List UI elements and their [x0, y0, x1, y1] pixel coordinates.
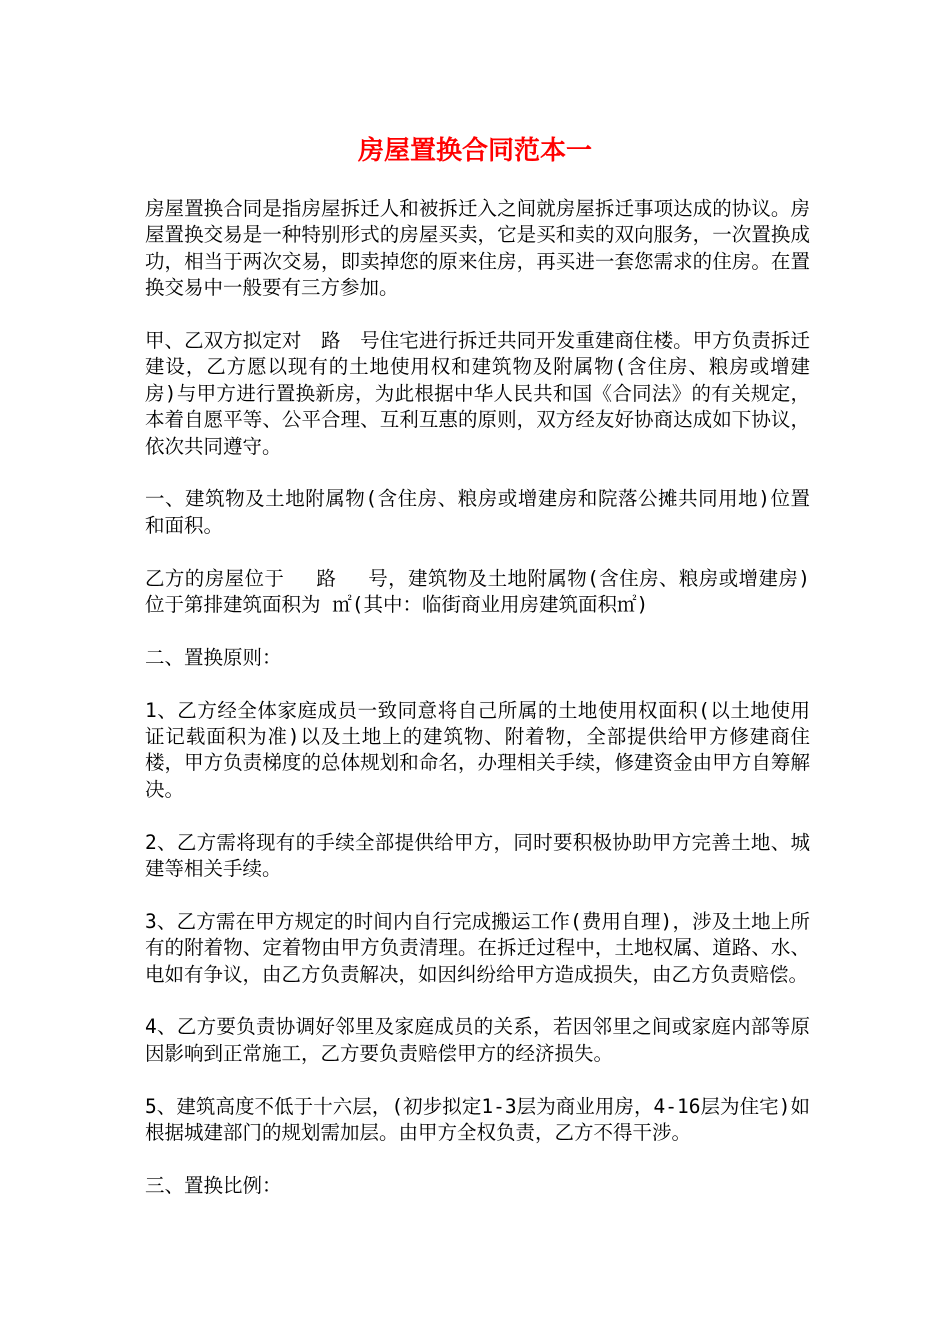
document-title: 房屋置换合同范本一: [357, 136, 592, 166]
section-heading-1: 一、建筑物及土地附属物(含住房、粮房或增建房和院落公摊共同用地)位置和面积。: [145, 487, 810, 537]
paragraph-preamble: 甲、乙双方拟定对 路 号住宅进行拆迁共同开发重建商住楼。甲方负责拆迁建设，乙方愿以现有的土地使用权和建筑物及附属物(含住房、粮房或增建房)与甲方进行置换新房，为此根据中华人民共和国《合同法》的有关规定，本着自愿平等、公平合理、互利互惠的原则，双方经友好协商达成如下协议，依次共同遵守。: [145, 329, 810, 458]
section-heading-3: 三、置换比例：: [145, 1173, 282, 1197]
section-heading-2: 二、置换原则：: [145, 645, 282, 669]
clause-3: 3、乙方需在甲方规定的时间内自行完成搬运工作(费用自理)，涉及土地上所有的附着物、定着物由甲方负责清理。在拆迁过程中，土地权属、道路、水、电如有争议，由乙方负责解决，如因纠纷给甲方造成损失，由乙方负责赔偿。: [145, 909, 810, 986]
paragraph-intro: 房屋置换合同是指房屋拆迁人和被拆迁入之间就房屋拆迁事项达成的协议。房屋置换交易是一种特别形式的房屋买卖，它是买和卖的双向服务，一次置换成功，相当于两次交易，即卖掉您的原来住房，再买进一套您需求的住房。在置换交易中一般要有三方参加。: [145, 197, 810, 300]
clause-5: 5、建筑高度不低于十六层，(初步拟定1-3层为商业用房，4-16层为住宅)如根据城建部门的规划需加层。由甲方全权负责，乙方不得干涉。: [145, 1094, 810, 1145]
clause-1: 1、乙方经全体家庭成员一致同意将自己所属的土地使用权面积(以土地使用证记载面积为准)以及土地上的建筑物、附着物，全部提供给甲方修建商住楼，甲方负责梯度的总体规划和命名，办理相关手续，修建资金由甲方自筹解决。: [145, 698, 810, 801]
clause-2: 2、乙方需将现有的手续全部提供给甲方，同时要积极协助甲方完善土地、城建等相关手续。: [145, 830, 810, 881]
clause-4: 4、乙方要负责协调好邻里及家庭成员的关系，若因邻里之间或家庭内部等原因影响到正常施工，乙方要负责赔偿甲方的经济损失。: [145, 1015, 810, 1065]
paragraph-location: 乙方的房屋位于 路 号，建筑物及土地附属物(含住房、粮房或增建房)位于第排建筑面积为 ㎡(其中：临街商业用房建筑面积㎡): [145, 566, 810, 617]
document-body: [145, 196, 810, 1226]
